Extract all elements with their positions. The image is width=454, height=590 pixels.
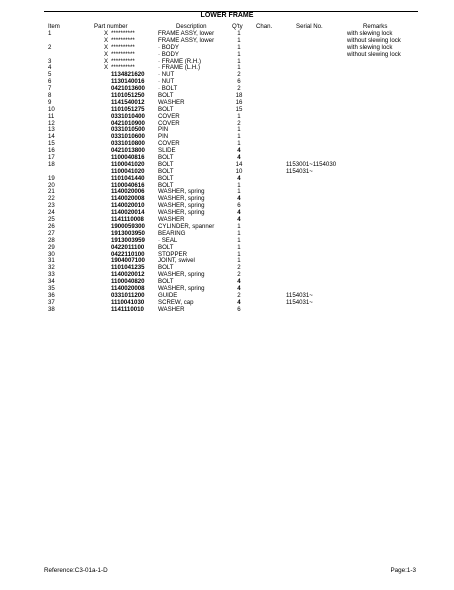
part-number-cell: 1101041440 [111, 174, 145, 182]
table-row [0, 93, 454, 100]
description-cell: · NUT [158, 71, 175, 79]
qty-cell: 1 [237, 133, 241, 141]
qty-cell: 2 [237, 71, 241, 79]
part-number-cell: 0331010500 [111, 126, 145, 134]
qty-cell: 1 [237, 126, 241, 134]
item-cell: 16 [48, 147, 55, 155]
qty-cell: 1 [237, 43, 241, 51]
qty-cell: 1 [237, 222, 241, 230]
qty-cell: 18 [235, 92, 243, 100]
part-number-cell: 1140020008 [111, 195, 145, 203]
qty-cell: 1 [237, 250, 241, 258]
qty-cell: 1 [237, 243, 241, 251]
table-row [0, 183, 454, 190]
table-row [0, 127, 454, 134]
description-cell: CYLINDER, spanner [158, 222, 215, 230]
col-description: Description [176, 23, 207, 30]
part-number-cell: 0331010600 [111, 133, 145, 141]
qty-cell: 1 [237, 64, 241, 72]
qty-cell: 6 [237, 202, 241, 210]
part-number-cell: 1140020014 [111, 209, 145, 217]
item-cell: 33 [48, 271, 55, 279]
description-cell: COVER [158, 140, 180, 148]
item-cell: 11 [48, 112, 55, 120]
item-cell: 5 [48, 71, 52, 79]
description-cell: WASHER, spring [158, 202, 205, 210]
table-row [0, 286, 454, 293]
parts-table-body [0, 31, 454, 314]
part-number-cell: 1913003950 [111, 229, 145, 237]
table-row [0, 189, 454, 196]
table-row [0, 100, 454, 107]
qty-cell: 10 [235, 167, 243, 175]
item-cell: 30 [48, 250, 55, 258]
item-cell: 10 [48, 105, 55, 113]
item-cell: 4 [48, 64, 52, 72]
part-number-cell: 0422011100 [111, 243, 145, 251]
description-cell: · BODY [158, 50, 179, 58]
description-cell: BOLT [158, 174, 174, 182]
qty-cell: 4 [237, 284, 241, 292]
item-cell: 29 [48, 243, 55, 251]
remarks-cell: with slewing lock [347, 30, 393, 37]
qty-cell: 2 [237, 291, 241, 299]
table-row [0, 265, 454, 272]
table-row [0, 293, 454, 300]
item-cell: 12 [48, 119, 55, 127]
qty-cell: 1 [237, 188, 241, 196]
table-row [0, 169, 454, 176]
table-row [0, 307, 454, 314]
description-cell: COVER [158, 112, 180, 120]
qty-cell: 16 [235, 98, 243, 106]
qty-cell: 4 [237, 195, 241, 203]
part-number-cell: 1900059300 [111, 222, 145, 230]
description-cell: WASHER, spring [158, 271, 205, 279]
table-row [0, 279, 454, 286]
item-cell: 22 [48, 195, 55, 203]
qty-cell: 2 [237, 119, 241, 127]
item-cell: 27 [48, 229, 55, 237]
part-number-cell: ********** [111, 57, 135, 65]
part-number-cell: 1141540012 [111, 98, 145, 106]
description-cell: WASHER [158, 98, 185, 106]
table-row [0, 252, 454, 259]
qty-cell: 1 [237, 257, 241, 265]
table-row [0, 86, 454, 93]
part-number-cell: 0331010400 [111, 112, 145, 120]
col-remarks: Remarks [363, 23, 388, 30]
table-row [0, 59, 454, 66]
item-cell: 28 [48, 236, 55, 244]
table-row [0, 176, 454, 183]
serial-cell: 1154031~ [286, 298, 313, 306]
qty-cell: 2 [237, 85, 241, 93]
item-cell: 37 [48, 298, 55, 306]
x-mark-cell: X [104, 57, 109, 65]
x-mark-cell: X [104, 43, 109, 51]
table-row [0, 217, 454, 224]
col-part-number: Part number [94, 23, 128, 30]
table-row [0, 258, 454, 265]
item-cell: 2 [48, 43, 52, 51]
part-number-cell: 0421010900 [111, 119, 145, 127]
part-number-cell: 1904007100 [111, 257, 145, 265]
qty-cell: 4 [237, 278, 241, 286]
table-row [0, 114, 454, 121]
item-cell: 3 [48, 57, 52, 65]
table-row [0, 79, 454, 86]
description-cell: BOLT [158, 154, 174, 162]
item-cell: 6 [48, 78, 52, 86]
col-qty: Q'ty [232, 23, 243, 30]
qty-cell: 1 [237, 112, 241, 120]
table-row [0, 72, 454, 79]
part-number-cell: 1141110008 [111, 216, 144, 224]
description-cell: WASHER, spring [158, 188, 205, 196]
item-cell: 23 [48, 202, 55, 210]
description-cell: FRAME ASSY, lower [158, 30, 215, 37]
part-number-cell: 1913003959 [111, 236, 145, 244]
table-row [0, 245, 454, 252]
part-number-cell: ********** [111, 64, 135, 72]
table-row [0, 210, 454, 217]
description-cell: STOPPER [158, 250, 188, 258]
description-cell: PIN [158, 126, 169, 134]
description-cell: BOLT [158, 264, 174, 272]
page-title: LOWER FRAME [200, 12, 254, 19]
item-cell: 21 [48, 188, 55, 196]
part-number-cell: 1100040820 [111, 278, 145, 286]
part-number-cell: ********** [111, 43, 135, 51]
description-cell: WASHER, spring [158, 284, 205, 292]
description-cell: PIN [158, 133, 169, 141]
item-cell: 20 [48, 181, 55, 189]
description-cell: SCREW, cap [158, 298, 194, 306]
part-number-cell: ********** [111, 30, 135, 37]
part-number-cell: 1100041020 [111, 167, 145, 175]
part-number-cell: 1134821620 [111, 71, 145, 79]
description-cell: · FRAME (R.H.) [158, 57, 201, 65]
serial-cell: 1154031~ [286, 291, 313, 299]
description-cell: BOLT [158, 181, 174, 189]
reference-label: Reference:C3-01a-1-D [44, 567, 108, 574]
part-number-cell: 1110041030 [111, 298, 145, 306]
qty-cell: 4 [237, 209, 241, 217]
x-mark-cell: X [104, 50, 109, 58]
part-number-cell: 0331010800 [111, 140, 145, 148]
item-cell: 25 [48, 216, 55, 224]
item-cell: 18 [48, 160, 55, 168]
description-cell: BOLT [158, 160, 174, 168]
part-number-cell: 1100041020 [111, 160, 145, 168]
qty-cell: 4 [237, 147, 241, 155]
qty-cell: 14 [235, 160, 243, 168]
x-mark-cell: X [104, 64, 109, 72]
item-cell: 31 [48, 257, 55, 265]
description-cell: JOINT, swivel [158, 257, 195, 265]
description-cell: WASHER [158, 216, 185, 224]
description-cell: BOLT [158, 105, 174, 113]
description-cell: SLIDE [158, 147, 176, 155]
x-mark-cell: X [104, 30, 109, 37]
description-cell: BOLT [158, 167, 174, 175]
table-row [0, 121, 454, 128]
description-cell: WASHER, spring [158, 195, 205, 203]
table-row [0, 238, 454, 245]
qty-cell: 1 [237, 57, 241, 65]
description-cell: FRAME ASSY, lower [158, 36, 215, 44]
part-number-cell: 1140020010 [111, 202, 145, 210]
item-cell: 34 [48, 278, 55, 286]
remarks-cell: with slewing lock [347, 43, 393, 51]
part-number-cell: 1140020012 [111, 271, 145, 279]
serial-cell: 1153001~1154030 [286, 160, 337, 168]
qty-cell: 1 [237, 50, 241, 58]
item-cell: 7 [48, 85, 52, 93]
qty-cell: 1 [237, 36, 241, 44]
item-cell: 8 [48, 92, 52, 100]
item-cell: 13 [48, 126, 55, 134]
item-cell: 26 [48, 222, 55, 230]
description-cell: · FRAME (L.H.) [158, 64, 200, 72]
table-row [0, 52, 454, 59]
table-row [0, 155, 454, 162]
part-number-cell: ********** [111, 50, 135, 58]
part-number-cell: 1101041235 [111, 264, 145, 272]
description-cell: · SEAL [158, 236, 178, 244]
qty-cell: 6 [237, 305, 241, 313]
table-row [0, 141, 454, 148]
part-number-cell: 1130140016 [111, 78, 145, 86]
table-row [0, 196, 454, 203]
item-cell: 14 [48, 133, 55, 141]
part-number-cell: 1140020006 [111, 188, 145, 196]
table-row [0, 65, 454, 72]
qty-cell: 4 [237, 298, 241, 306]
qty-cell: 1 [237, 140, 241, 148]
item-cell: 36 [48, 291, 55, 299]
qty-cell: 4 [237, 216, 241, 224]
qty-cell: 1 [237, 30, 241, 37]
item-cell: 1 [48, 30, 52, 37]
item-cell: 19 [48, 174, 55, 182]
description-cell: WASHER, spring [158, 209, 205, 217]
description-cell: GUIDE [158, 291, 178, 299]
item-cell: 15 [48, 140, 55, 148]
item-cell: 9 [48, 98, 52, 106]
part-number-cell: 1101051250 [111, 92, 145, 100]
page-number: Page:1-3 [390, 567, 416, 574]
description-cell: COVER [158, 119, 180, 127]
remarks-cell: without slewing lock [347, 50, 401, 58]
item-cell: 35 [48, 284, 55, 292]
serial-cell: 1154031~ [286, 167, 313, 175]
description-cell: WASHER [158, 305, 185, 313]
remarks-cell: without slewing lock [347, 36, 401, 44]
table-row [0, 162, 454, 169]
col-item: Item [48, 23, 60, 30]
part-number-cell: 1141110010 [111, 305, 144, 313]
part-number-cell: ********** [111, 36, 135, 44]
qty-cell: 2 [237, 271, 241, 279]
item-cell: 17 [48, 154, 55, 162]
qty-cell: 1 [237, 236, 241, 244]
table-row [0, 134, 454, 141]
part-number-cell: 1101051275 [111, 105, 145, 113]
qty-cell: 15 [235, 105, 243, 113]
table-row [0, 272, 454, 279]
col-chan: Chan. [256, 23, 273, 30]
table-row [0, 203, 454, 210]
qty-cell: 2 [237, 264, 241, 272]
item-cell: 32 [48, 264, 55, 272]
table-row [0, 300, 454, 307]
table-row [0, 231, 454, 238]
description-cell: · NUT [158, 78, 175, 86]
description-cell: BOLT [158, 278, 174, 286]
description-cell: BOLT [158, 243, 174, 251]
part-number-cell: 0421013600 [111, 85, 145, 93]
part-number-cell: 0421013800 [111, 147, 145, 155]
qty-cell: 4 [237, 154, 241, 162]
description-cell: · BODY [158, 43, 179, 51]
part-number-cell: 1100040616 [111, 181, 145, 189]
table-row [0, 224, 454, 231]
qty-cell: 1 [237, 181, 241, 189]
description-cell: · BOLT [158, 85, 178, 93]
col-serial: Serial No. [296, 23, 323, 30]
x-mark-cell: X [104, 36, 109, 44]
part-number-cell: 1140020008 [111, 284, 145, 292]
qty-cell: 4 [237, 174, 241, 182]
description-cell: BEARING [158, 229, 186, 237]
item-cell: 24 [48, 209, 55, 217]
qty-cell: 1 [237, 229, 241, 237]
description-cell: BOLT [158, 92, 174, 100]
item-cell: 38 [48, 305, 55, 313]
table-row [0, 107, 454, 114]
qty-cell: 6 [237, 78, 241, 86]
part-number-cell: 1100040816 [111, 154, 145, 162]
table-row [0, 148, 454, 155]
part-number-cell: 0331011200 [111, 291, 145, 299]
part-number-cell: 0422110100 [111, 250, 145, 258]
